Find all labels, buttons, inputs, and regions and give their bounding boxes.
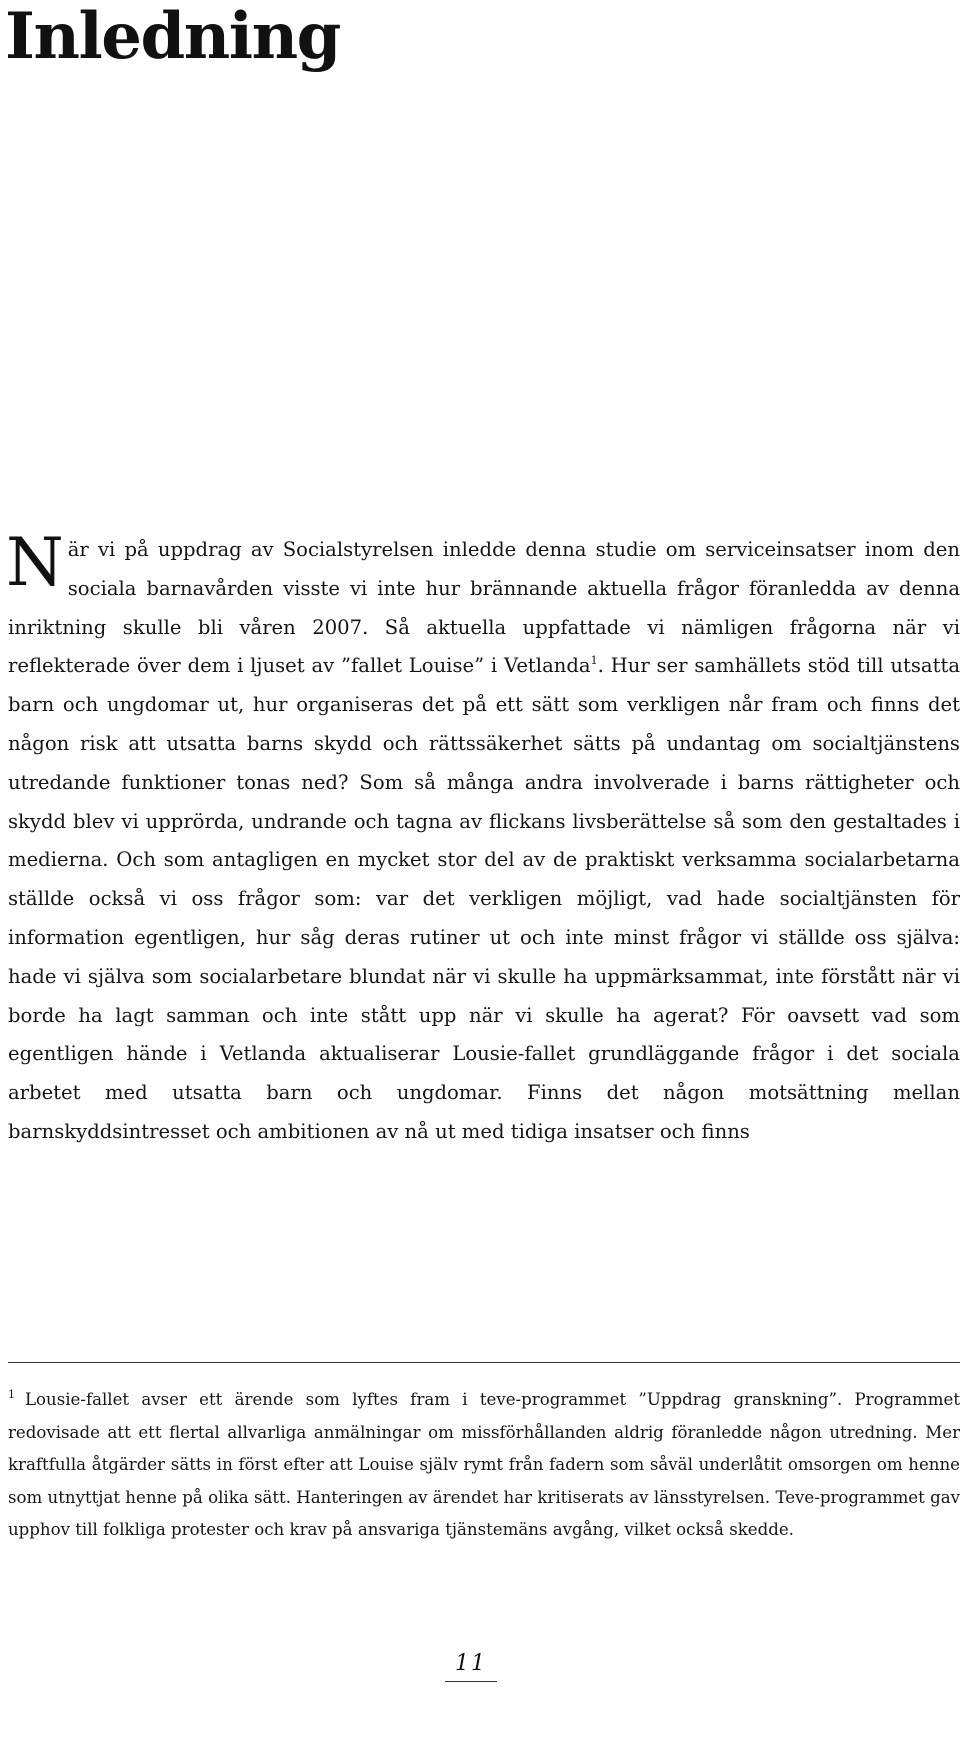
footnote-text: Lousie-fallet avser ett ärende som lyftes fram i teve-programmet ”Uppdrag granskning”. Programmet redovisade att ett flertal allvarliga anmälningar om missförhållanden aldrig föranledde någon utredning. Mer kraftfulla åtgärder sätts in först efter att Louise själv rymt från fadern som såväl underlåtit omsorgen om henne som utnyttjat henne på olika sätt. Hanteringen av ärendet har kritiserats av länsstyrelsen. Teve-programmet gav upphov till folkliga protester och krav på ansvariga tjänstemäns avgång, vilket också skedde. — [8, 1390, 960, 1540]
chapter-title: Inledning — [5, 0, 340, 74]
footnote-divider — [8, 1362, 960, 1363]
body-paragraph — [6, 524, 960, 1152]
footnote: 1 Lousie-fallet avser ett ärende som lyftes fram i teve-programmet ”Uppdrag granskning”. Programmet redovisade att ett flertal allvarliga anmälningar om missförhållanden aldrig föranledde någon utredning. Mer kraftfulla åtgärder sätts in först efter att Louise själv rymt från fadern som såväl underlåtit omsorgen om henne som utnyttjat henne på olika sätt. Hanteringen av ärendet har kritiserats av länsstyrelsen. Teve-programmet gav upphov till folkliga protester och krav på ansvariga tjänstemäns avgång, vilket också skedde. — [8, 1388, 960, 1540]
footnote-reference[interactable]: 1 — [590, 654, 598, 668]
page-number: 11 — [445, 1650, 497, 1682]
drop-cap: N — [6, 524, 64, 601]
body-text-part2: . Hur ser samhällets stöd till utsatta barn och ungdomar ut, hur organiseras det på ett sätt som verkligen når fram och finns det någon risk att utsatta barns skydd och rättssäkerhet sätts på undantag om socialtjänstens utredande funktioner tonas ned? Som så många andra involverade i barns rättigheter och skydd blev vi upprörda, undrande och tagna av flickans livsberättelse så som den gestaltades i medierna. Och som antagligen en mycket stor del av de praktiskt verksamma socialarbetarna ställde också vi oss frågor som: var det verkligen möjligt, vad hade socialtjänsten för information egentligen, hur såg deras rutiner ut och inte minst frågor vi ställde oss själva: hade vi själva som socialarbetare blundat när vi skulle ha uppmärksammat, inte förstått när vi borde ha lagt samman och inte stått upp när vi skulle ha agerat? För oavsett vad som egentligen hände i Vetlanda aktualiserar Lousie-fallet grundläggande frågor i det sociala arbetet med utsatta barn och ungdomar. Finns det någon motsättning mellan barnskyddsintresset och ambitionen av nå ut med tidiga insatser och finns — [8, 654, 960, 1143]
body-text-part1: är vi på uppdrag av Socialstyrelsen inledde denna studie om serviceinsatser inom den sociala barnavården visste vi inte hur brännande aktuella frågor föranledda av denna inriktning skulle bli våren 2007. Så aktuella uppfattade vi nämligen frågorna när vi reflekterade över dem i ljuset av ”fallet Louise” i Vetlanda — [8, 538, 960, 678]
